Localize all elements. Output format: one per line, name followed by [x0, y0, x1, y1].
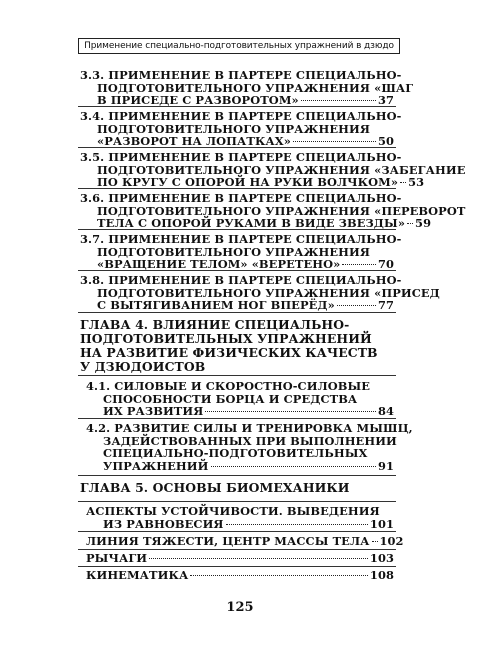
entry-line: СПОСОБНОСТИ БОРЦА И СРЕДСТВА: [103, 391, 358, 406]
entry-last-line: [80, 299, 394, 312]
page-ref: 70: [377, 257, 394, 272]
entry-line: 3.4. ПРИМЕНЕНИЕ В ПАРТЕРЕ СПЕЦИАЛЬНО-: [80, 109, 402, 123]
entry-single-line: [86, 569, 394, 582]
entry-line: ПОДГОТОВИТЕЛЬНОГО УПРАЖНЕНИЯ: [97, 244, 371, 259]
entry-line: ПОДГОТОВИТЕЛЬНОГО УПРАЖНЕНИЯ «ПРИСЕД: [97, 285, 440, 300]
dot-leader: [293, 141, 376, 142]
divider: [78, 229, 396, 230]
page-ref: 91: [377, 458, 394, 473]
entry-line: ПО КРУГУ С ОПОРОЙ НА РУКИ ВОЛЧКОМ»: [97, 175, 399, 190]
page-ref: 101: [369, 516, 394, 531]
entry-line: КИНЕМАТИКА: [86, 568, 189, 582]
toc-entry-3-8: [80, 273, 440, 313]
dot-leader: [190, 575, 368, 576]
dot-leader: [149, 558, 368, 559]
chapter-4-heading: [80, 318, 396, 374]
running-head: Применение специально-подготовительных упражнений в дзюдо: [78, 38, 400, 54]
page-ref: 108: [369, 568, 394, 582]
entry-line: ПОДГОТОВИТЕЛЬНОГО УПРАЖНЕНИЯ «ЗАБЕГАНИЕ: [97, 162, 466, 177]
page-ref: 84: [377, 404, 394, 419]
entry-line: ЗАДЕЙСТВОВАННЫХ ПРИ ВЫПОЛНЕНИИ: [103, 433, 397, 448]
entry-line: ПОДГОТОВИТЕЛЬНОГО УПРАЖНЕНИЯ: [97, 121, 371, 136]
divider: [78, 566, 396, 567]
entry-line: 3.7. ПРИМЕНЕНИЕ В ПАРТЕРЕ СПЕЦИАЛЬНО-: [80, 232, 402, 246]
entry-line: 3.5. ПРИМЕНЕНИЕ В ПАРТЕРЕ СПЕЦИАЛЬНО-: [80, 150, 402, 164]
divider: [78, 475, 396, 476]
dot-leader: [400, 182, 406, 183]
entry-line: 3.8. ПРИМЕНЕНИЕ В ПАРТЕРЕ СПЕЦИАЛЬНО-: [80, 273, 402, 287]
entry-line: СПЕЦИАЛЬНО-ПОДГОТОВИТЕЛЬНЫХ: [103, 446, 368, 461]
chapter-line: ГЛАВА 5. ОСНОВЫ БИОМЕХАНИКИ: [80, 480, 350, 495]
entry-line: 4.1. СИЛОВЫЕ И СКОРОСТНО-СИЛОВЫЕ: [86, 379, 371, 393]
dot-leader: [407, 223, 413, 224]
divider: [78, 501, 396, 502]
entry-line: 3.3. ПРИМЕНЕНИЕ В ПАРТЕРЕ СПЕЦИАЛЬНО-: [80, 68, 402, 82]
entry-last-line: [86, 405, 394, 418]
divider: [78, 549, 396, 550]
divider: [78, 270, 396, 271]
page-ref: 102: [379, 534, 404, 548]
chapter-line: У ДЗЮДОИСТОВ: [80, 359, 206, 374]
toc-entry-aspects: [86, 505, 394, 530]
chapter-line: ПОДГОТОВИТЕЛЬНЫХ УПРАЖНЕНИЙ: [80, 331, 372, 346]
page-ref: 59: [415, 216, 432, 231]
entry-line: В ПРИСЕДЕ С РАЗВОРОТОМ»: [97, 93, 299, 108]
entry-line: РЫЧАГИ: [86, 551, 148, 565]
divider: [78, 188, 396, 189]
entry-last-line: [80, 258, 394, 271]
entry-line: С ВЫТЯГИВАНИЕМ НОГ ВПЕРЁД»: [97, 298, 335, 313]
page-ref: 53: [408, 175, 425, 190]
chapter-5-heading: [80, 481, 396, 495]
entry-line: «РАЗВОРОТ НА ЛОПАТКАХ»: [97, 134, 291, 149]
toc-entry-4-2: [86, 421, 413, 473]
entry-last-line: [86, 518, 394, 531]
toc-entry-3-5: [80, 150, 466, 190]
entry-line: ИЗ РАВНОВЕСИЯ: [103, 516, 224, 531]
page-ref: 37: [377, 93, 394, 108]
entry-line: УПРАЖНЕНИЙ: [103, 458, 209, 473]
entry-line: 4.2. РАЗВИТИЕ СИЛЫ И ТРЕНИРОВКА МЫШЦ,: [86, 421, 413, 435]
entry-line: АСПЕКТЫ УСТОЙЧИВОСТИ. ВЫВЕДЕНИЯ: [86, 504, 380, 518]
entry-last-line: [80, 175, 425, 190]
dot-leader: [205, 411, 376, 412]
entry-line: ПОДГОТОВИТЕЛЬНОГО УПРАЖНЕНИЯ «ШАГ: [97, 80, 414, 95]
entry-last-line: [80, 216, 432, 231]
toc-entry-3-3: [80, 68, 414, 108]
entry-single-line: [86, 534, 404, 548]
toc-entry-gravity: [86, 534, 404, 548]
entry-last-line: [80, 135, 394, 148]
entry-line: ЛИНИЯ ТЯЖЕСТИ, ЦЕНТР МАССЫ ТЕЛА: [86, 534, 370, 548]
toc-entry-kinematics: [86, 569, 394, 582]
dot-leader: [337, 305, 376, 306]
page-number: 125: [226, 600, 254, 615]
entry-last-line: [80, 94, 394, 107]
toc-entry-levers: [86, 552, 394, 565]
toc-entry-3-6: [80, 191, 466, 231]
entry-single-line: [86, 552, 394, 565]
entry-line: ИХ РАЗВИТИЯ: [103, 404, 204, 419]
divider: [78, 418, 396, 419]
dot-leader: [211, 466, 376, 467]
chapter-line: НА РАЗВИТИЕ ФИЗИЧЕСКИХ КАЧЕСТВ: [80, 345, 378, 360]
divider: [78, 106, 396, 107]
entry-line: «ВРАЩЕНИЕ ТЕЛОМ» «ВЕРЕТЕНО»: [97, 257, 341, 272]
divider: [78, 312, 396, 313]
page-ref: 50: [377, 134, 394, 149]
entry-line: ТЕЛА С ОПОРОЙ РУКАМИ В ВИДЕ ЗВЕЗДЫ»: [97, 216, 406, 231]
divider: [78, 375, 396, 376]
entry-line: ПОДГОТОВИТЕЛЬНОГО УПРАЖНЕНИЯ «ПЕРЕВОРОТ: [97, 203, 466, 218]
dot-leader: [226, 524, 368, 525]
divider: [78, 147, 396, 148]
chapter-line: ГЛАВА 4. ВЛИЯНИЕ СПЕЦИАЛЬНО-: [80, 317, 350, 332]
dot-leader: [342, 264, 376, 265]
toc-entry-3-4: [80, 109, 402, 149]
entry-last-line: [86, 460, 394, 473]
page-ref: 77: [377, 298, 394, 313]
page-ref: 103: [369, 551, 394, 565]
entry-line: 3.6. ПРИМЕНЕНИЕ В ПАРТЕРЕ СПЕЦИАЛЬНО-: [80, 191, 402, 205]
toc-entry-4-1: [86, 380, 394, 418]
dot-leader: [372, 541, 378, 542]
dot-leader: [301, 100, 376, 101]
toc-entry-3-7: [80, 232, 402, 272]
divider: [78, 531, 396, 532]
